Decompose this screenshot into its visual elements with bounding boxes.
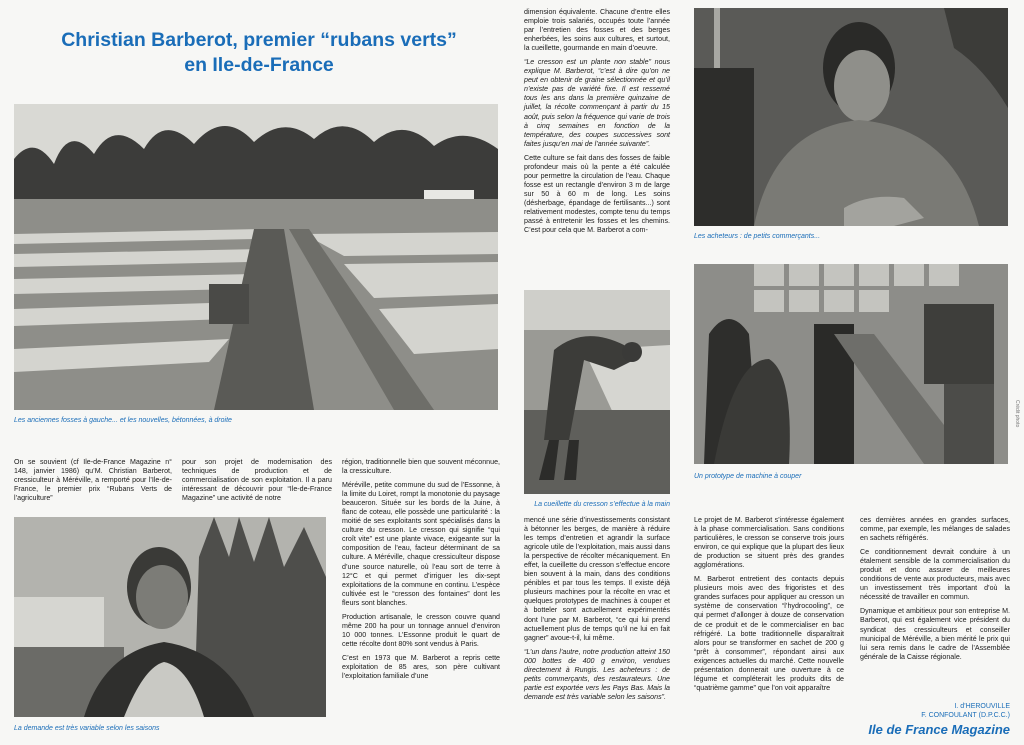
author-signature bbox=[860, 702, 1010, 720]
magazine-name: Ile de France Magazine bbox=[868, 722, 1010, 737]
article-column-5 bbox=[524, 516, 670, 707]
column-6-para-2: M. Barberot entretient des contacts depuis plusieurs mois avec des frigoristes et des grandes surfaces pour appliquer au cresson un système de conservation “l’hydrocooling”, ce qui permet d’allonger à douze de conservation de ce produit et de le commercialiser en bac réfrigéré. La botte traditionnelle disparaîtrait alors pour se transformer en sachet de 200 g “prêt à consommer”, répondant ainsi aux exigences actuelles du marché. Cette nouvelle présentation donnerait une ouverture à ce légume et compléterait les produits dits de “quatrième gamme” que l’on voit apparaître bbox=[694, 575, 844, 692]
caption-buyers: Les acheteurs : de petits commerçants... bbox=[694, 233, 821, 240]
article-column-4 bbox=[524, 8, 670, 240]
column-4-para-2: “Le cresson est un plante non stable” nous explique M. Barberot, “c’est à dire qu’on ne peut en obtenir de graine sélectionnée et qu’il n’existe pas de variété fixe. Il est ressemé tous les ans dans la première quinzaine de juillet, la récolte commençant à partir du 15 août, puis selon la fréquence qui varie de trois à cinq semaines en fonction de la température, des coupes successives sont faites jusqu’en mai de l’année suivante”. bbox=[524, 58, 670, 148]
column-7-para-3: Dynamique et ambitieux pour son entreprise M. Barberot, qui est également vice président du syndicat des cressiculteurs et conseiller municipal de Méréville, a bien mérité le prix qui lui sera remis dans le cadre de l’Assemblée générale de la Caisse régionale. bbox=[860, 607, 1010, 661]
photo-cutting-machine bbox=[694, 264, 1008, 464]
column-3-para-4: C’est en 1973 que M. Barberot a repris cette exploitation de 85 ares, son père cultivant l’exploitation familiale d’une bbox=[342, 653, 500, 681]
caption-harvest: La cueillette du cresson s’effectue à la main bbox=[534, 501, 670, 508]
column-6-para-1: Le projet de M. Barberot s’intéresse également à la phase commercialisation. Sans conditions particulières, le cresson se conserve trois jours environ, ce qui explique que la plupart des lieux de production se situent près des grandes agglomérations. bbox=[694, 516, 844, 570]
column-4-para-1: dimension équivalente. Chacune d’entre elles emploie trois salariés, occupés toute l’année par l’entretien des fosses et des berges enherbées, les soins aux cultures, et surtout, la cueillette, gourmande en main d’oeuvre. bbox=[524, 8, 670, 53]
column-3-para-3: Production artisanale, le cresson couvre quand même 200 ha pour un tonnage annuel d’environ 10 000 tonnes. L’Essonne produit le quart de cette récolte dont 80% sont vendus à Paris. bbox=[342, 612, 500, 648]
column-3-para-1: région, traditionnelle bien que souvent méconnue, la cressiculture. bbox=[342, 458, 500, 476]
column-3-para-2: Méréville, petite commune du sud de l’Essonne, à la limite du Loiret, rompt la monotonie du paysage beauceron. Située sur les bords de la Juine, à flanc de coteau, elle possède une particularité : la moitié de ses exploitants sont spécialisés dans la culture du cresson. Le cresson qui signifie “qui croît vite” est une plante vivace, exigeante sur la composition de l’eau, facteur déterminant de sa culture. A Méréville, chaque cressiculteur dispose d’une source naturelle, où l’eau sort de terre à 12°C et qui permet d’irriguer les dix-sept exploitations de la commune en continu. L’espèce cultivée est le “cresson des fontaines” dont les fleurs sont blanches. bbox=[342, 481, 500, 607]
column-7-para-1: ces dernières années en grandes surfaces, comme, par exemple, les mélanges de salades en sachets réfrigérés. bbox=[860, 516, 1010, 543]
signature-line-2: F. CONFOULANT (D.P.C.C.) bbox=[921, 712, 1010, 719]
article-column-7 bbox=[860, 516, 1010, 667]
caption-machine: Un prototype de machine à couper bbox=[694, 473, 802, 480]
article-title-line2: en Ile-de-France bbox=[184, 54, 334, 76]
column-7-para-2: Ce conditionnement devrait conduire à un étalement sensible de la commercialisation du produit et donc assurer de meilleures conditions de vente aux producteurs, mais avec un investissement très important d’où la nécessité de travailler en commun. bbox=[860, 548, 1010, 602]
photo-harvest-by-hand bbox=[524, 290, 670, 494]
photo-watercress-beds bbox=[14, 104, 498, 410]
photo-portrait-barberot bbox=[14, 517, 326, 717]
column-5-para-2: “L’un dans l’autre, notre production atteint 150 000 bottes de 400 g environ, vendues directement à Rungis. Les acheteurs : de petits commerçants, des restaurateurs. Une partie est exportée vers les Pays Bas. Mais la demande est très variable selon les saisons”. bbox=[524, 647, 670, 701]
photo-credit: Crédit photo bbox=[1014, 400, 1020, 428]
caption-portrait-left: La demande est très variable selon les saisons bbox=[14, 725, 160, 732]
article-title-line1: Christian Barberot, premier “rubans verts” bbox=[61, 29, 457, 51]
article-column-2 bbox=[182, 458, 332, 508]
photo-portrait-interview bbox=[694, 8, 1008, 226]
column-5-para-1: mencé une série d’investissements consistant à bétonner les berges, de manière à réduire les temps d’entretien et agrandir la surface agricole utile de l’exploitation, mais aussi dans la perspective de récolter mécaniquement. En effet, la cueillette du cresson s’effectue encore bien souvent à la main, dans des conditions pénibles et par tous les temps. Il existe déjà plusieurs machines pour la récolte en vrac et quelques prototypes de machines à couper et à botteler sont actuellement expérimentés dont l’une par M. Barberot, “ce qui lui prend actuellement plus de temps qu’il ne lui en fait gagner” avoue-t-il, lui même. bbox=[524, 516, 670, 642]
article-column-1 bbox=[14, 458, 172, 508]
article-title bbox=[14, 28, 504, 78]
column-1-text: On se souvient (cf Ile-de-France Magazine n° 148, janvier 1986) qu’M. Christian Barberot, cressiculteur à Méréville, a remporté pour l’Ile-de-France, le premier prix “Rubans Verts de l’agriculture” bbox=[14, 458, 172, 503]
article-column-3 bbox=[342, 458, 500, 686]
column-2-text: pour son projet de modernisation des techniques de production et de commercialisation de son exploitation. Il a paru intéressant de découvrir pour “Ile-de-France Magazine” une activité de notre bbox=[182, 458, 332, 503]
signature-line-1: I. d’HEROUVILLE bbox=[954, 703, 1010, 710]
article-column-6 bbox=[694, 516, 844, 698]
caption-fields: Les anciennes fosses à gauche... et les nouvelles, bétonnées, à droite bbox=[14, 417, 232, 424]
column-4-para-3: Cette culture se fait dans des fosses de faible profondeur mais où la pente a été calculée pour permettre la circulation de l’eau. Chaque fosse est un rectangle d’environ 3 m de large sur 50 à 60 m de long. Les soins (désherbage, épandage de fertilisants...) sont relativement modestes, compte tenu du temps passé à entretenir les fosses et les chemins. C’est pour cela que M. Barberot a com- bbox=[524, 153, 670, 235]
